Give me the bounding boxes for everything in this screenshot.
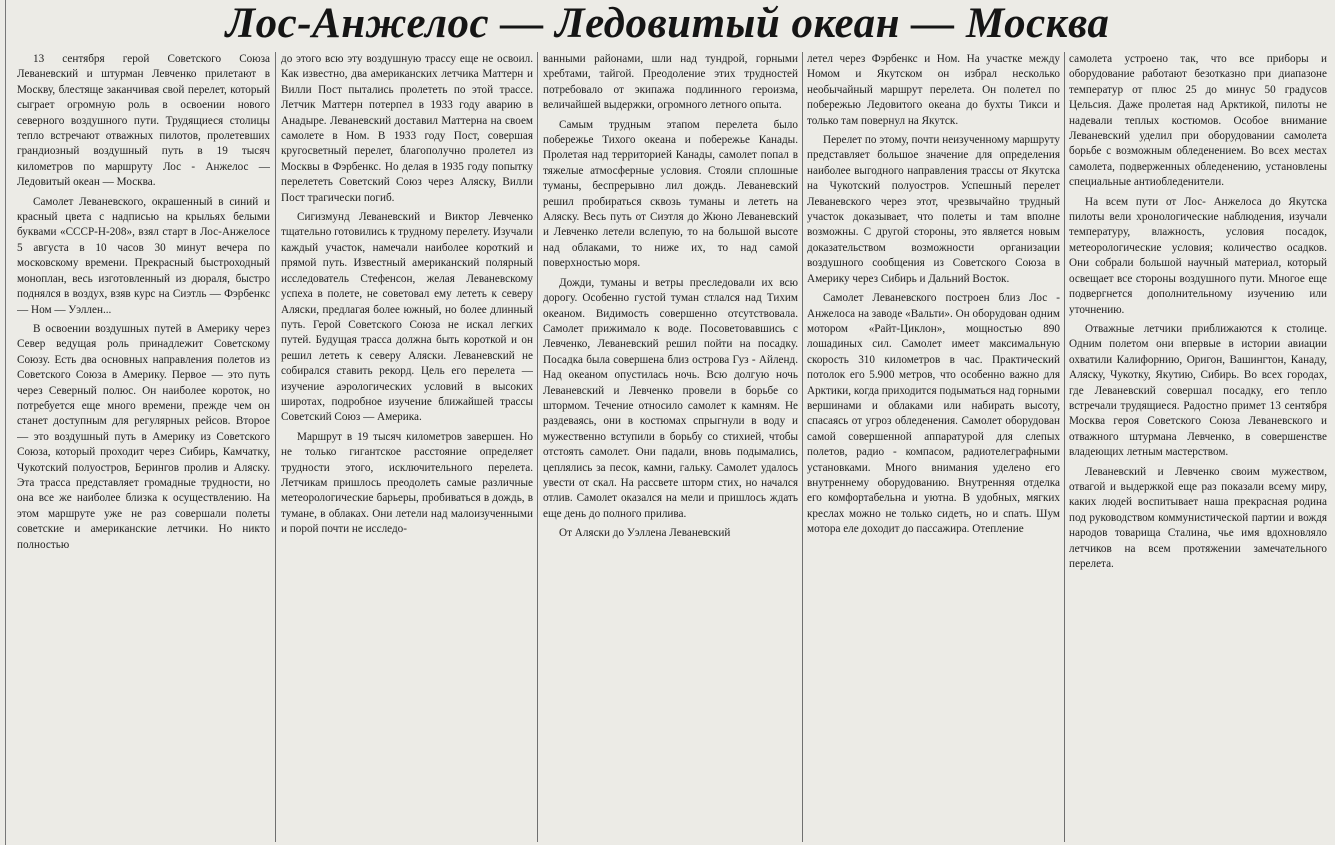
paragraph: От Аляски до Уэллена Леваневский <box>559 527 731 540</box>
paragraph: Сигизмунд Леваневский и Виктор Левченко тщательно готовились к трудному перелету. Изучали каждый участок, намечали наиболее короткий и прямой путь. Известный американский полярный исследователь Стефенсон, желая Леваневскому успеха в полете, не советовал ему лететь к северу Аляски, предлагая более южный, но более длинный путь. Герой Советского Союза не искал легких путей. Будущая трасса должна быть короткой и он решил лететь к северу Аляски. Леваневский не собирался ставить рекорд. Цель его перелета — изучение аэрологических условий в высоких широтах, подробное изучение ближайшей трассы Советский Союз — Америка. <box>281 211 533 424</box>
column-3 <box>543 52 798 842</box>
column-2 <box>281 52 533 842</box>
headline: Лос-Анжелос — Ледовитый океан — Москва <box>225 0 1110 47</box>
column-5 <box>1069 52 1327 842</box>
paragraph: В освоении воздушных путей в Америку через Север ведущая роль принадлежит Советскому Союзу. Есть два основных направления полетов из Советского Союза в Америку. Первое — это путь через Северный полюс. Он наиболее короток, но потребуется еще много времени, прежде чем он станет доступным для регулярных рейсов. Второе — это воздушный путь в Америку из Советского Союза, который проходит через Сибирь, Камчатку, Чукотский полуостров, Берингов пролив и Аляску. Эта трасса представляет громадные трудности, но она все же наиболее близка к осуществлению. На этом маршруте уже не раз совершали полеты советские и американские летчики. Но никто полностью <box>17 322 270 551</box>
column-divider <box>802 52 803 842</box>
column-1 <box>17 52 270 842</box>
column-divider <box>1064 52 1065 842</box>
paragraph: Самолет Леваневского, окрашенный в синий и красный цвета с надписью на крыльях белыми буквами «СССР-Н-208», взял старт в Лос-Анжелосе 5 августа в 10 часов 30 минут вечера по московскому времени. Прекрасный быстроходный моноплан, весь изготовленный из дюраля, быстро поднялся в воздух, взяв курс на Сиэтль — Фэрбенкс — Ном — Уэллен... <box>17 195 270 316</box>
paragraph: летел через Фэрбенкс и Ном. На участке между Номом и Якутском он избрал несколько необычайный маршрут перелета. Он полетел по побережью Ледовитого океана до бухты Тикси и только там повернул на Якутск. <box>807 53 1060 127</box>
column-divider <box>537 52 538 842</box>
paragraph: до этого всю эту воздушную трассу еще не освоил. Как известно, два американских летчика Маттерн и Вилли Пост пытались пролететь по этой трассе. Летчик Маттерн потерпел в 1933 году аварию в Анадыре. Леваневский доставил Маттерна на своем самолете в Ном. В 1933 году Пост, совершая кругосветный перелет, благополучно пролетел из Москвы в Фэрбенкс. Но делая в 1935 году попытку перелететь Советский Союз через Аляску, Вилли Пост трагически погиб. <box>281 53 533 204</box>
column-divider <box>275 52 276 842</box>
left-margin-rule <box>5 0 6 845</box>
paragraph: Самолет Леваневского построен близ Лос - Анжелоса на заводе «Вальти». Он оборудован одним мотором «Райт-Циклон», мощностью 890 лошадиных сил. Самолет имеет максимальную скорость 310 километров в час. Практический потолок его 5.900 метров, что особенно важно для Арктики, когда приходится подыматься над горными вершинами и облаками или набирать высоту, спасаясь от угроз обледенения. Самолет оборудован самой совершенной аппаратурой для слепых полетов, радио - компасом, радиотелеграфными установками. Много внимания уделено его внутреннему оборудованию. Внутренняя отделка его комфортабельна и уютна. В удобных, мягких креслах можно не только сидеть, но и спать. Шум мотора еле доходит до пассажира. Отепление <box>807 292 1060 536</box>
paragraph: Дожди, туманы и ветры преследовали их всю дорогу. Особенно густой туман стлался над Тихим океаном. Видимость совершенно отсутствовала. Самолет прижимало к воде. Посоветовавшись с Левченко, Леваневский решил пойти на посадку. Посадка была совершена близ острова Гуз - Айленд. Над океаном опустилась ночь. Всю долгую ночь Леваневский и Левченко провели в борьбе со штормом. Течение относило самолет к камням. Не раздеваясь, они в костюмах спрыгнули в воду и мужественно вступили в борьбу со стихией, чтобы отстоять самолет. Они падали, вновь подымались, цеплялись за песок, камни, гальку. Самолет удалось увести от скал. На рассвете шторм стих, но начался отлив. Самолет оказался на мели и пришлось ждать еще день до полного прилива. <box>543 276 798 520</box>
paragraph: самолета устроено так, что все приборы и оборудование работают безотказно при диапазоне температур от плюс 25 до минус 50 градусов Цельсия. Даже пролетая над Арктикой, пилоты не надевали теплых костюмов. Особое внимание Леваневский уделил при оборудовании самолета борьбе с возможным обледенением. Во всех местах самолета, подверженных обледенению, установлены специальные антиобледенители. <box>1069 53 1327 189</box>
paragraph: Перелет по этому, почти неизученному маршруту представляет большое значение для определения наиболее выгодного направления трассы от Якутска на Чукотский полуостров. Успешный перелет Леваневского через этот, чрезвычайно трудный участок доказывает, что полеты и там вполне возможны. С другой стороны, это является новым доказательством возможности организации воздушного сообщения из Советского Союза в Америку через Сибирь и Дальний Восток. <box>807 134 1060 285</box>
paragraph: Леваневский и Левченко своим мужеством, отвагой и выдержкой еще раз показали всему миру, каких людей воспитывает наша прекрасная родина под руководством коммунистической партии и вождя народов товарища Сталина, чье имя вдохновляло летчиков на всем протяжении замечательного перелета. <box>1069 465 1327 570</box>
paragraph: На всем пути от Лос- Анжелоса до Якутска пилоты вели хронологические наблюдения, изучали температуру, влажность, условия посадок, метеорологические условия; количество осадков. Они собрали большой научный материал, который освещает все стороны воздушного пути. Многое еще подвергнется дополнительному изучению или уточнению. <box>1069 195 1327 316</box>
column-4 <box>807 52 1060 842</box>
paragraph: Маршрут в 19 тысяч километров завершен. Но не только гигантское расстояние определяет трудности этого, исключительного перелета. Летчикам пришлось преодолеть самые различные метеорологические барьеры, пробиваться в дождь, в тумане, в облаках. Они летели над малоизученными и порой почти не исследо- <box>281 430 533 536</box>
paragraph: Отважные летчики приближаются к столице. Одним полетом они впервые в истории авиации охватили Калифорнию, Оригон, Вашингтон, Канаду, Аляску, Чукотку, Якутию, Сибирь. Во всех городах, где Леваневский совершал посадку, его тепло встречали трудящиеся. Радостно примет 13 сентября Москва героя Советского Союза Леваневского и отважного штурмана Левченко, в совершенстве владеющих летным мастерством. <box>1069 322 1327 459</box>
paragraph: 13 сентября герой Советского Союза Леваневский и штурман Левченко прилетают в Москву, блестяще заканчивая свой перелет, который сыграет огромную роль в освоении нового северного воздушного пути. Трудящиеся столицы тепло встречают отважных пилотов, пролетевших грандиозный воздушный путь в 19 тысяч километров по маршруту Лос - Анжелос — Ледовитый океан — Москва. <box>17 53 270 189</box>
paragraph: Самым трудным этапом перелета было побережье Тихого океана и побережье Канады. Пролетая над территорией Канады, самолет попал в тяжелые атмосферные условия. Стояли сплошные туманы, беспрерывно лил дождь. Леваневский решил пробираться сквозь туманы и лететь на Аляску. Весь путь от Сиэтля до Жюно Леваневский и Левченко летели вслепую, то на большой высоте над облаками, то ниже их, то над самой поверхностью моря. <box>543 118 798 270</box>
paragraph: ванными районами, шли над тундрой, горными хребтами, тайгой. Преодоление этих трудностей потребовало от экипажа подлинного героизма, величайшей выдержки, огромного летного опыта. <box>543 53 798 112</box>
